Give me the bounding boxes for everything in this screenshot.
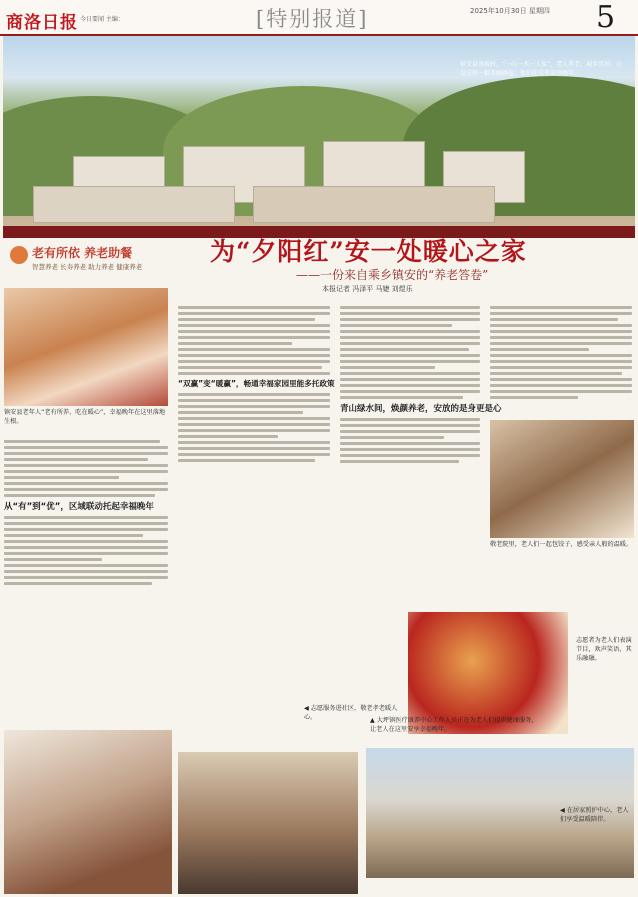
text-column-2 <box>178 306 335 465</box>
text-column-4 <box>490 306 632 402</box>
newspaper-logo: 商洛日报 <box>6 13 78 33</box>
caption-performance: 志愿者为老人们表演节目，欢声笑语，其乐融融。 <box>576 637 632 662</box>
caption-volunteers: ◀ 志愿服务进社区，敬老孝老暖人心。 <box>304 705 398 721</box>
issue-date: 2025年10月30日 星期四 <box>470 7 550 15</box>
photo-dumplings <box>490 420 634 538</box>
caption-home-care: ◀ 在居家照护中心，老人们享受温暖陪伴。 <box>560 807 629 823</box>
caption-medical: ▲ 大坪镇医疗康养中心工作人员正在为老人们提供健康服务，让老人在这里安享幸福晚年。 <box>370 717 538 733</box>
article-subtitle: ——一份来自乘乡镇安的“养老答卷” <box>296 268 489 282</box>
caption-dumplings: 敬老院里，老人们一起包饺子，感受亲人般的温暖。 <box>490 541 633 548</box>
photo-elderly-tea <box>4 730 172 894</box>
tag-title: 老有所依 养老助餐 <box>32 246 133 260</box>
tag-subtitle: 智慧养老 长寿养老 助力养老 健康养老 <box>32 263 143 271</box>
section-title: [特别报道] <box>256 7 369 31</box>
article-title: 为“夕阳红”安一处暖心之家 <box>210 237 527 266</box>
section-heading-2: “双赢”变“暖赢”，畅通幸福家园里能多托政策 <box>178 379 335 388</box>
article-byline: 本报记者 冯泽平 马婕 刘煜乐 <box>322 285 413 293</box>
text-column-1 <box>4 440 168 588</box>
page-number: 5 <box>596 0 616 35</box>
sun-icon <box>10 246 28 264</box>
section-heading-3: 青山绿水间，焕颜养老，安放的是身更是心 <box>340 404 502 414</box>
photo-care-center <box>178 752 358 894</box>
section-heading-1: 从“有”到“优”，区域联动托起幸福晚年 <box>4 502 154 512</box>
hero-caption: 镇安县南坡村，“一山一水一人家”，老人养老、城乡宜居，正是这样一幅美丽画卷；他们在这里安享晚年。 <box>460 61 623 77</box>
masthead-small-text: 今日要闻 主编： <box>80 16 124 23</box>
photo-elderly-group <box>4 288 168 406</box>
caption-elderly-group: 镇安县老年人“老有所养、吃在暖心”，幸福晚年在这里落地生根。 <box>4 409 166 425</box>
text-column-3 <box>340 306 502 466</box>
